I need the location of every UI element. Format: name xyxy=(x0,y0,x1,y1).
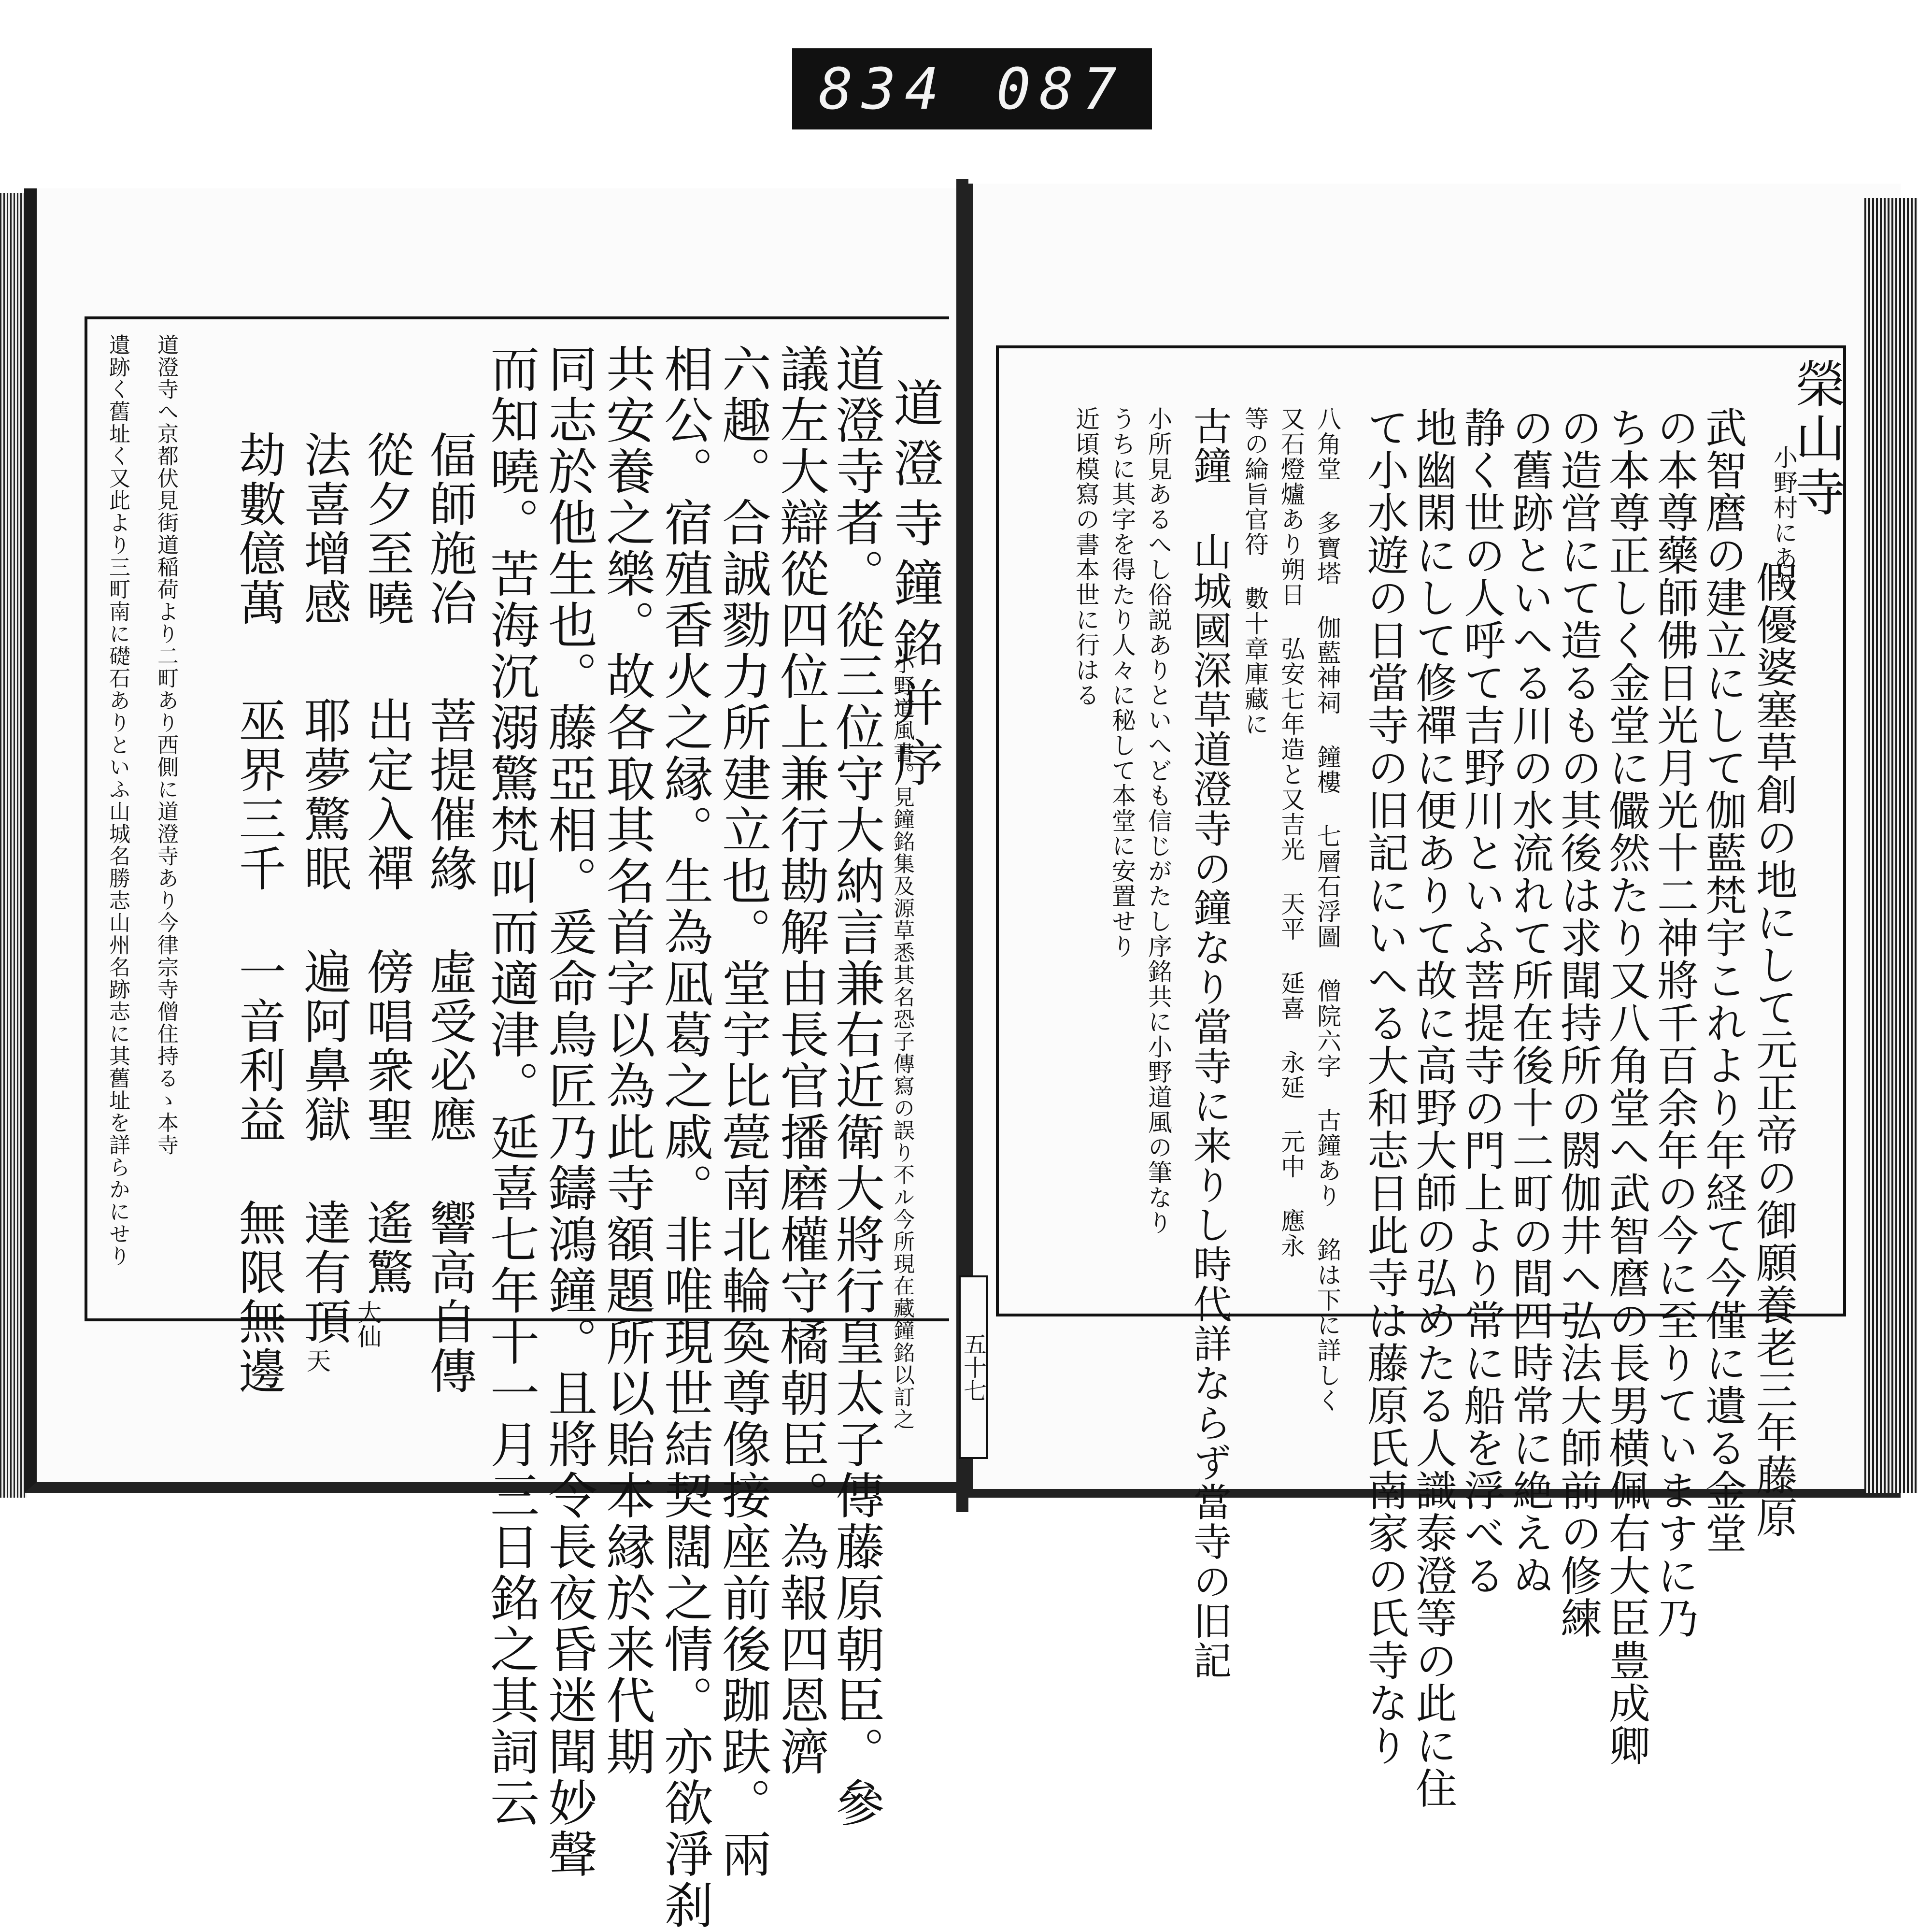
folio-number: 五十七 xyxy=(959,1275,988,1459)
temple-header-note: 小野村にあり xyxy=(1770,445,1798,596)
title-note: 小野道風書。見鐘銘集及源草悉其名恐子傳寫の誤り不ル今所現在藏鐘銘以訂之 xyxy=(890,653,914,1430)
verse-3-1: 法喜增感 xyxy=(296,430,351,628)
right-text-frame xyxy=(996,345,1846,1809)
verse-2-3: 傍唱衆聖 xyxy=(359,947,414,1144)
body-column-5: 共安養之樂。故各取其名首字以為此寺額題所以貽本縁於来代期 xyxy=(598,343,655,1777)
inscription-title: 道澄寺鐘銘并序 xyxy=(885,377,944,797)
body-column-2: 議左大辯從四位上兼行勘解由長官播磨權守橘朝臣。為報四恩濟 xyxy=(772,343,829,1777)
open-book xyxy=(0,179,1932,1931)
right-note-4: 古鐘 山城國深草道澄寺の鐘なり當寺に来りし時代詳ならず當寺の旧記 xyxy=(1187,406,1232,1680)
right-note-3: 等の綸旨官符 數十章庫藏に xyxy=(1241,406,1269,737)
right-body-7: 静く世の人呼て吉野川といふ菩提寺の門上より常に船を浮べる xyxy=(1457,406,1505,1597)
verse-4-2: 巫界三千 xyxy=(231,696,286,893)
verse-4-1: 劫數億萬 xyxy=(231,430,286,628)
verse-1-2: 菩提催緣 xyxy=(422,696,477,893)
right-body-3: の本尊藥師佛日光月光十二神將千百余年の今に至りていますに乃 xyxy=(1650,406,1698,1639)
right-note-1: 八角堂 多寶塔 伽藍神祠 鐘樓 七層石浮圖 僧院六字 古鐘あり 銘は下に詳しく xyxy=(1313,406,1341,1413)
right-body-2: 武智麿の建立にして伽藍梵宇これより年経て今僅に遺る金堂 xyxy=(1698,406,1747,1554)
right-note-2: 又石燈爐あり朔日 弘安七年造と又吉光 天平 延喜 永延 元中 應永 xyxy=(1277,406,1305,1259)
verse-3-3: 遍阿鼻獄 xyxy=(296,947,351,1144)
body-column-1: 道澄寺者。從三位守大納言兼右近衛大將行皇太子傳藤原朝臣。參 xyxy=(827,343,885,1829)
verse-1-1: 偪師施冶 xyxy=(422,430,477,628)
body-column-7: 而知曉。苦海沉溺驚梵叫而適津。延喜七年十一月三日銘之其詞云 xyxy=(482,343,540,1829)
closing-note-2: 遺跡く舊址く又此より三町南に礎石ありといふ山城名勝志山州名跡志に其舊址を詳らかにせり xyxy=(105,334,130,1267)
verse-4-3: 一音利益 xyxy=(231,947,286,1144)
left-page-edge xyxy=(0,193,27,1498)
right-body-5: の造営にて造るもの其後は求聞持所の閼伽井へ弘法大師前の修練 xyxy=(1553,406,1602,1639)
catalog-number-label xyxy=(792,48,1152,129)
body-column-4: 相公。宿殖香火之縁。生為凪葛之戚。非唯現世結契闊之情。亦欲淨刹 xyxy=(656,343,713,1931)
catalog-number-left: 834 xyxy=(819,56,948,122)
verse-3-4b: 天 xyxy=(303,1348,331,1373)
catalog-number-right: 087 xyxy=(996,56,1125,122)
verse-2-4b: 大仙 xyxy=(354,1300,382,1348)
left-text-frame xyxy=(85,316,949,1931)
right-note-5: 小所見あるへし俗説ありといへども信じがたし序銘共に小野道風の筆なり xyxy=(1144,406,1172,1235)
verse-2-2: 出定入禪 xyxy=(359,696,414,893)
right-body-4: ち本尊正しく金堂に儼然たり又八角堂へ武智麿の長男横佩右大臣豊成卿 xyxy=(1602,406,1650,1767)
right-note-7: 近頃模寫の書本世に行はる xyxy=(1072,406,1100,708)
verse-3-2: 耶夢驚眠 xyxy=(296,696,351,893)
right-body-9: て小水遊の日當寺の旧記にいへる大和志日此寺は藤原氏南家の氏寺なり xyxy=(1360,406,1408,1767)
right-body-6: の舊跡といへる川の水流れて所在後十二町の間四時常に絶えぬ xyxy=(1505,406,1553,1597)
right-body-8: 地幽閑にして修禪に便ありて故に高野大師の弘めたる人識泰澄等の此に住 xyxy=(1408,406,1457,1809)
verse-2-1: 從夕至曉 xyxy=(359,430,414,628)
verse-1-4: 響高自傳 xyxy=(422,1199,477,1396)
right-body-1: 假優婆塞草創の地にして元正帝の御願養老三年藤原 xyxy=(1749,561,1797,1539)
closing-note-1: 道澄寺へ京都伏見街道稲荷より二町あり西側に道澄寺あり今律宗寺僧住持るゝ本寺 xyxy=(154,334,178,1156)
verse-3-4: 達有頂 xyxy=(296,1199,351,1346)
body-column-3: 六趣。合誠勠力所建立也。堂宇比甍南北輪奐尊像接座前後跏趺。兩 xyxy=(714,343,771,1880)
temple-header: 榮山寺 xyxy=(1787,358,1846,520)
right-note-6: うちに其字を得たり人々に秘して本堂に安置せり xyxy=(1108,406,1136,959)
right-page-edge xyxy=(1864,198,1918,1493)
body-column-6: 同志於他生也。藤亞相。爰命鳥匠乃鑄鴻鐘。且將令長夜昏迷聞妙聲 xyxy=(540,343,597,1880)
verse-1-3: 虛受必應 xyxy=(422,947,477,1144)
verse-2-4: 遙驚 xyxy=(359,1199,414,1297)
verse-4-4: 無限無邊 xyxy=(231,1199,286,1396)
